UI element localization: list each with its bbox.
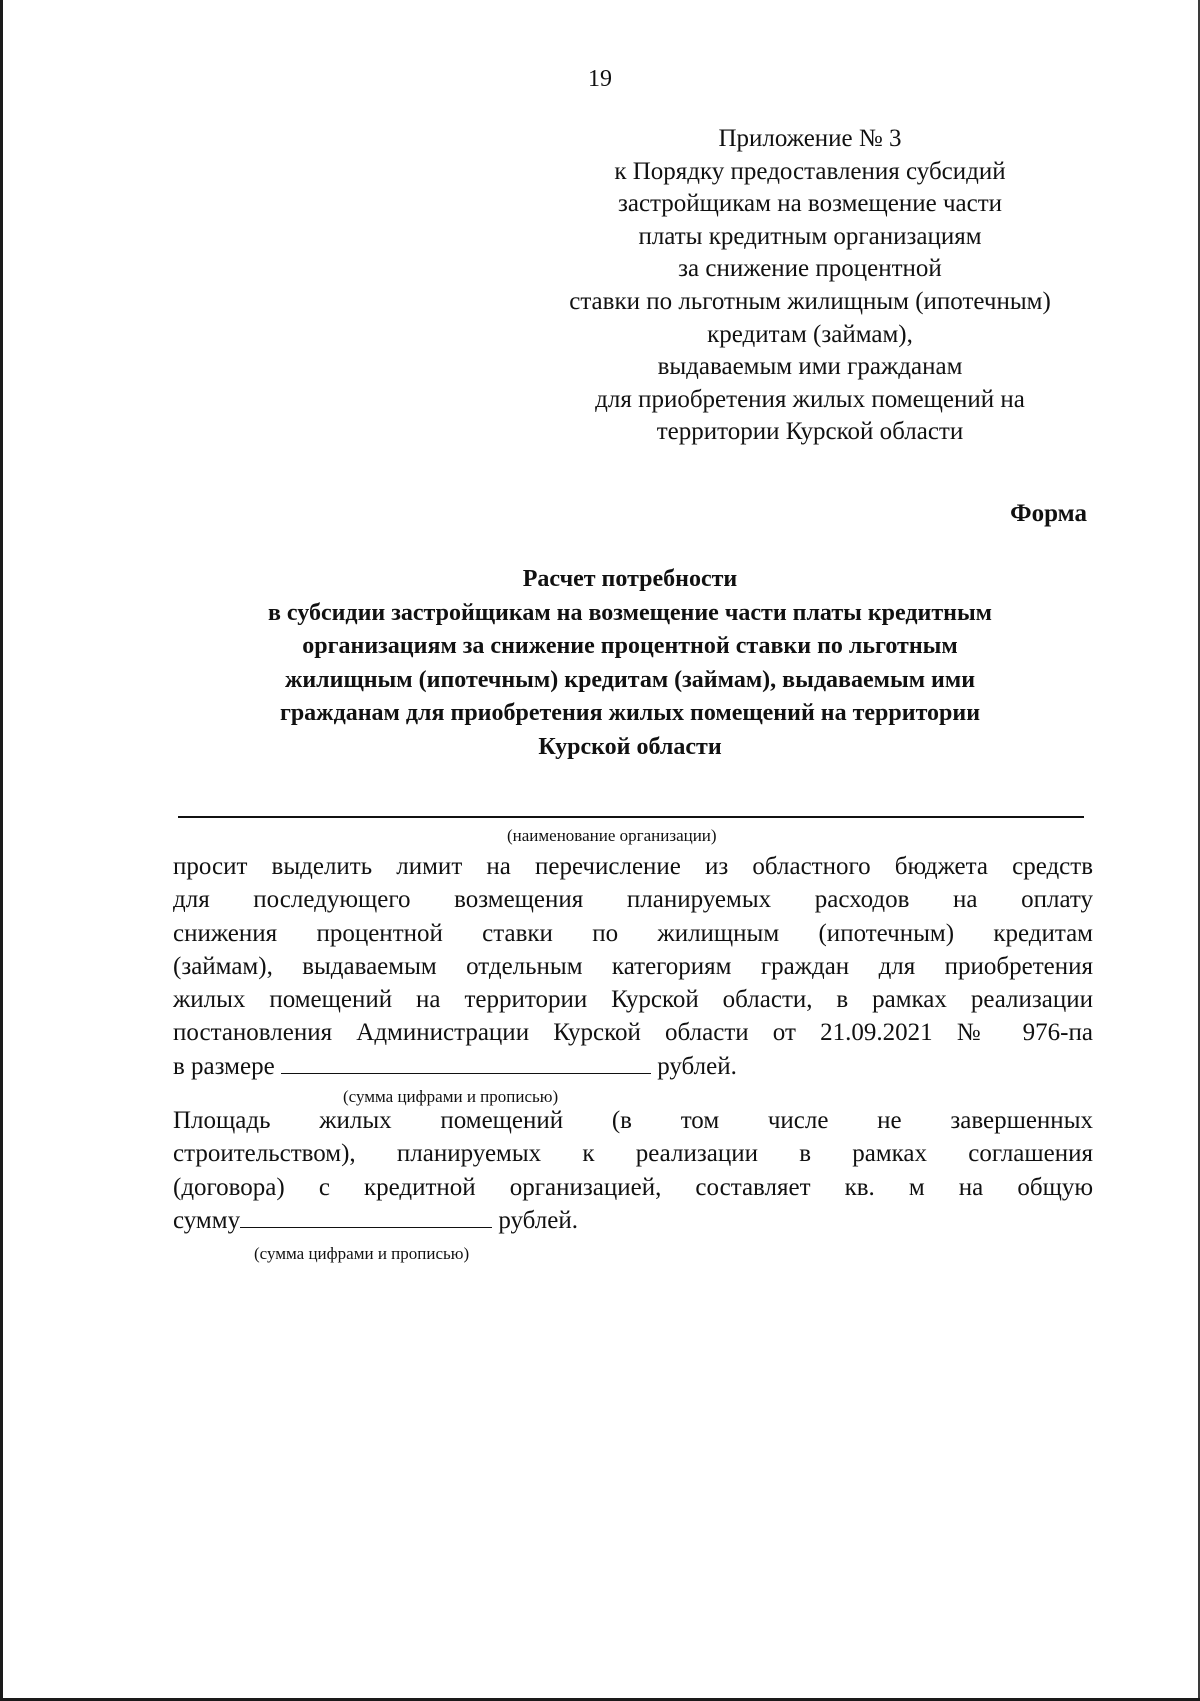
paragraph-line: снижения процентной ставки по жилищным (ипотечным) кредитам (173, 919, 1093, 947)
appendix-line: ставки по льготным жилищным (ипотечным) (569, 287, 1051, 315)
title-line: жилищным (ипотечным) кредитам (займам), выдаваемым ими (284, 666, 976, 693)
page-number: 19 (588, 66, 612, 92)
appendix-header (510, 123, 1110, 449)
paragraph-line (173, 1204, 1093, 1237)
paragraph-line: для последующего возмещения планируемых расходов на оплату (173, 886, 1093, 914)
appendix-line: Приложение № 3 (718, 125, 902, 152)
sum-prefix: сумму (173, 1206, 241, 1234)
appendix-line: для приобретения жилых помещений на (595, 385, 1025, 413)
title-line: гражданам для приобретения жилых помещений на территории (279, 700, 981, 726)
appendix-line: выдаваемым ими гражданам (657, 353, 963, 381)
paragraph-line: строительством), планируемых к реализации в рамках соглашения (173, 1140, 1093, 1168)
area-paragraph (173, 1104, 1093, 1237)
amount-caption: (сумма цифрами и прописью) (343, 1087, 559, 1106)
document-title (170, 563, 1090, 764)
paragraph-line (173, 1050, 1093, 1083)
paragraph-line: просит выделить лимит на перечисление из областного бюджета средств (173, 853, 1093, 880)
paragraph-line: жилых помещений на территории Курской области, в рамках реализации (173, 986, 1093, 1014)
organization-name-line[interactable] (178, 816, 1084, 818)
form-label: Форма (1010, 500, 1087, 527)
amount-blank-field[interactable] (281, 1051, 651, 1074)
title-line: Курской области (538, 733, 722, 760)
scan-left-edge (0, 0, 3, 1701)
sum-suffix: рублей. (498, 1206, 578, 1234)
request-paragraph (173, 850, 1093, 1083)
appendix-line: за снижение процентной (678, 255, 942, 283)
appendix-line: платы кредитным организациям (638, 222, 982, 250)
appendix-line: к Порядку предоставления субсидий (614, 157, 1006, 185)
paragraph-line: постановления Администрации Курской области от 21.09.2021 № 976-па (173, 1019, 1093, 1047)
amount-suffix: рублей. (657, 1052, 737, 1080)
appendix-line: территории Курской области (656, 418, 964, 446)
title-line: в субсидии застройщикам на возмещение части платы кредитным (267, 599, 993, 626)
sum-caption: (сумма цифрами и прописью) (254, 1244, 470, 1263)
appendix-line: застройщикам на возмещение части (617, 190, 1003, 218)
amount-prefix: в размере (173, 1052, 275, 1080)
title-line: Расчет потребности (522, 566, 738, 592)
paragraph-line: (договора) с кредитной организацией, составляет кв. м на общую (173, 1173, 1093, 1201)
paragraph-line: (займам), выдаваемым отдельным категориям граждан для приобретения (173, 952, 1093, 980)
organization-name-caption: (наименование организации) (507, 826, 717, 845)
appendix-line: кредитам (займам), (707, 320, 913, 348)
title-line: организациям за снижение процентной ставки по льготным (302, 633, 958, 659)
paragraph-line: Площадь жилых помещений (в том числе не завершенных (173, 1107, 1093, 1134)
sum-blank-field[interactable] (240, 1205, 492, 1228)
